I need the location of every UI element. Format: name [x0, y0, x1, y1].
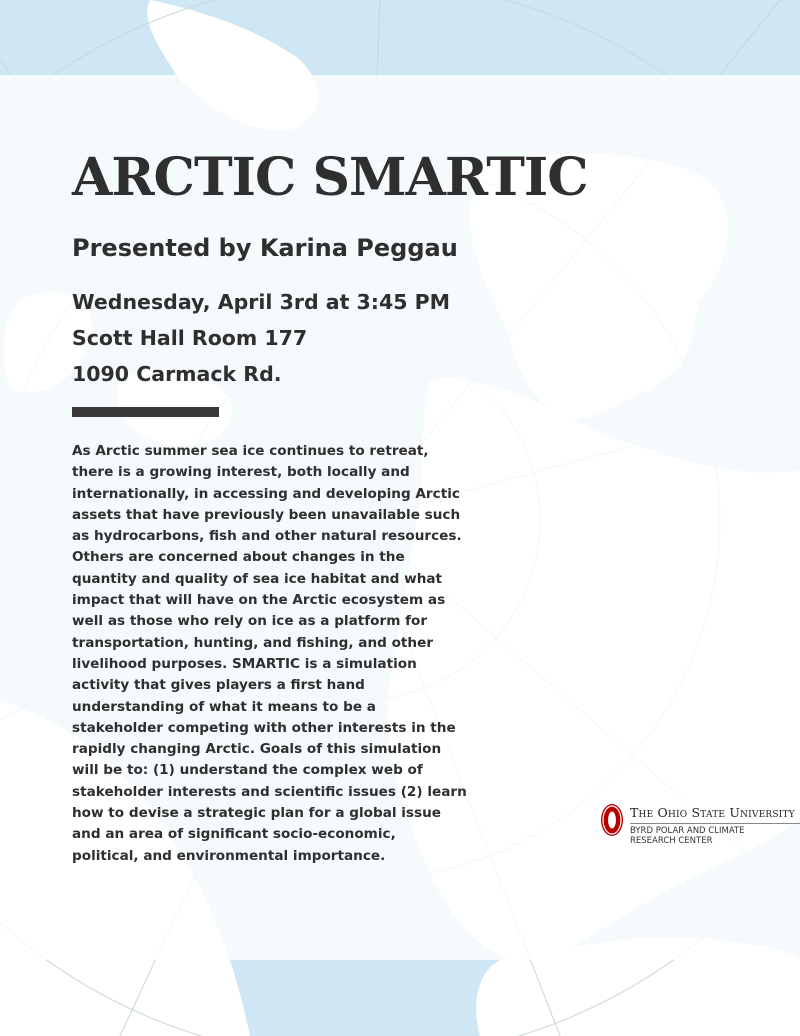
description-line: political, and environmental importance.: [72, 847, 386, 864]
university-name: The Ohio State University: [630, 805, 795, 820]
description-line: how to devise a strategic plan for a global issue: [72, 805, 441, 822]
description-line: rapidly changing Arctic. Goals of this simulation: [72, 741, 442, 758]
block-o-icon: [600, 803, 624, 837]
description-line: well as those who rely on ice as a platform for: [72, 613, 428, 630]
research-center-name: [630, 826, 745, 846]
description-line: and an area of significant socio-economic,: [72, 826, 396, 843]
event-datetime: Wednesday, April 3rd at 3:45 PM: [72, 290, 451, 314]
event-room: Scott Hall Room 177: [72, 326, 308, 350]
description-line: as hydrocarbons, fish and other natural resources.: [72, 528, 462, 545]
description-line: understanding of what it means to be a: [72, 698, 376, 715]
description-line: internationally, in accessing and developing Arctic: [72, 485, 460, 502]
description-line: impact that will have on the Arctic ecosystem as: [72, 592, 446, 609]
description-line: stakeholder interests and scientific issues (2) learn: [72, 783, 467, 800]
description-line: stakeholder competing with other interests in the: [72, 719, 456, 736]
description-line: Others are concerned about changes in the: [72, 549, 405, 566]
event-address: 1090 Carmack Rd.: [72, 362, 282, 386]
research-center-line: RESEARCH CENTER: [630, 836, 713, 846]
event-description: [72, 441, 502, 867]
description-line: there is a growing interest, both locally and: [72, 464, 410, 481]
logo-divider: [630, 823, 800, 824]
description-line: transportation, hunting, and fishing, and other: [72, 634, 434, 651]
event-title: ARCTIC SMARTIC: [72, 147, 588, 208]
osu-logo: [600, 803, 800, 846]
description-line: activity that gives players a first hand: [72, 677, 365, 694]
description-line: quantity and quality of sea ice habitat and what: [72, 570, 443, 587]
divider-bar: [72, 407, 219, 417]
research-center-line: BYRD POLAR AND CLIMATE: [630, 826, 745, 836]
description-line: assets that have previously been unavailable such: [72, 506, 461, 523]
presenter-line: Presented by Karina Peggau: [72, 234, 458, 262]
description-line: will be to: (1) understand the complex web of: [72, 762, 423, 779]
description-line: As Arctic summer sea ice continues to retreat,: [72, 443, 429, 459]
event-details: [72, 284, 450, 392]
description-line: livelihood purposes. SMARTIC is a simulation: [72, 655, 417, 672]
